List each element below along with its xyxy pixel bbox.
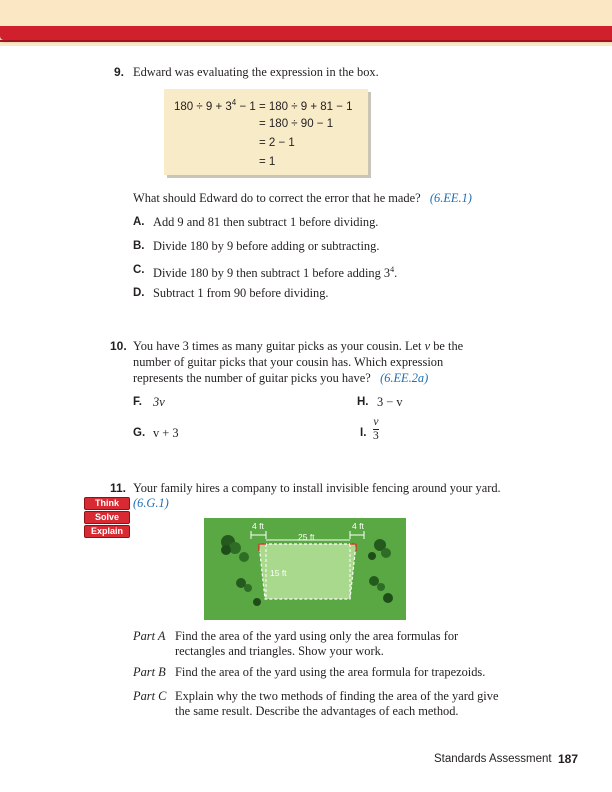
choice-text: 3 − v xyxy=(377,395,403,409)
q10-line-3 xyxy=(133,370,428,386)
part-label: Part A xyxy=(133,629,166,643)
choice-label: B. xyxy=(133,240,145,252)
q9-work-line-1 xyxy=(174,98,353,113)
choice-label: H. xyxy=(357,396,369,408)
choice-text: Add 9 and 81 then subtract 1 before dividing. xyxy=(153,215,379,229)
q9-expression-box xyxy=(164,89,368,175)
q10-line-1-a: You have 3 times as many guitar picks as your cousin. Let xyxy=(133,339,425,353)
badge-solve: Solve xyxy=(84,511,130,524)
q10-line-1-b: be the xyxy=(430,339,464,353)
q9-number: 9. xyxy=(114,65,125,79)
q10-line-3-text: represents the number of guitar picks you have? xyxy=(133,371,371,385)
q10-standard: (6.EE.2a) xyxy=(380,371,429,385)
q11-number: 11. xyxy=(110,481,127,495)
part-label: Part B xyxy=(133,665,166,679)
choice-text: v + 3 xyxy=(153,426,179,440)
part-text-line-2: rectangles and triangles. Show your work. xyxy=(175,644,384,658)
choice-text-tail: . xyxy=(394,266,398,281)
choice-text: Divide 180 by 9 before adding or subtracting. xyxy=(153,239,380,253)
choice-text-main: Divide 180 by 9 then subtract 1 before adding 3 xyxy=(153,266,391,281)
q9-prompt: Edward was evaluating the expression in the box. xyxy=(133,65,379,79)
think-solve-explain-badge xyxy=(84,497,130,539)
choice-label: F. xyxy=(133,396,142,408)
part-text-line-1: Find the area of the yard using the area formula for trapezoids. xyxy=(175,665,486,679)
choice-exponent: 4 xyxy=(390,265,395,274)
q10-number: 10. xyxy=(110,339,127,353)
yard-diagram xyxy=(204,518,406,620)
q9-standard: (6.EE.1) xyxy=(429,191,472,205)
part-text-line-2: the same result. Describe the advantages of each method. xyxy=(175,704,459,718)
q10-line-1 xyxy=(133,338,463,354)
q9-work-line-3: = 2 − 1 xyxy=(259,137,295,149)
q9-work-line-1-lhs: 180 ÷ 9 + 3 xyxy=(174,100,232,113)
fraction-denominator: 3 xyxy=(373,430,379,442)
q11-standard: (6.G.1) xyxy=(133,496,169,510)
part-label: Part C xyxy=(133,689,167,703)
part-text-line-1: Find the area of the yard using only the area formulas for xyxy=(175,629,459,643)
top-banner xyxy=(0,0,612,52)
banner-red-edge xyxy=(0,40,612,42)
q9-work-line-4: = 1 xyxy=(259,156,276,168)
choice-label: I. xyxy=(360,427,367,439)
choice-label: A. xyxy=(133,216,145,228)
fraction-numerator: v xyxy=(373,416,379,428)
choice-text: 3v xyxy=(153,395,165,409)
choice-fraction xyxy=(373,416,379,443)
badge-think: Think xyxy=(84,497,130,510)
q9-question-text: What should Edward do to correct the error that he made? xyxy=(133,191,421,205)
right-label: 4 ft xyxy=(352,521,364,531)
q10-line-2: number of guitar picks that your cousin has. Which expression xyxy=(133,355,444,369)
top-label: 25 ft xyxy=(298,532,315,542)
q10-variable: v xyxy=(424,339,431,353)
banner-red-stripe xyxy=(0,26,612,40)
choice-text: Subtract 1 from 90 before dividing. xyxy=(153,286,329,300)
footer-title: Standards Assessment xyxy=(434,753,552,765)
badge-explain: Explain xyxy=(84,525,130,538)
left-label: 4 ft xyxy=(252,521,264,531)
page-number: 187 xyxy=(558,752,579,766)
q11-line-1: Your family hires a company to install invisible fencing around your yard. xyxy=(133,481,501,495)
q9-question xyxy=(133,190,472,206)
choice-label: G. xyxy=(133,427,146,439)
part-text-line-1: Explain why the two methods of finding the area of the yard give xyxy=(175,689,499,703)
q9-work-exponent: 4 xyxy=(231,98,237,107)
height-label: 15 ft xyxy=(270,568,287,578)
choice-label: D. xyxy=(133,287,145,299)
q9-work-line-1-rest: − 1 = 180 ÷ 9 + 81 − 1 xyxy=(236,100,353,113)
choice-label: C. xyxy=(133,264,145,276)
choice-text xyxy=(153,262,397,281)
q9-work-line-2: = 180 ÷ 90 − 1 xyxy=(259,118,334,130)
